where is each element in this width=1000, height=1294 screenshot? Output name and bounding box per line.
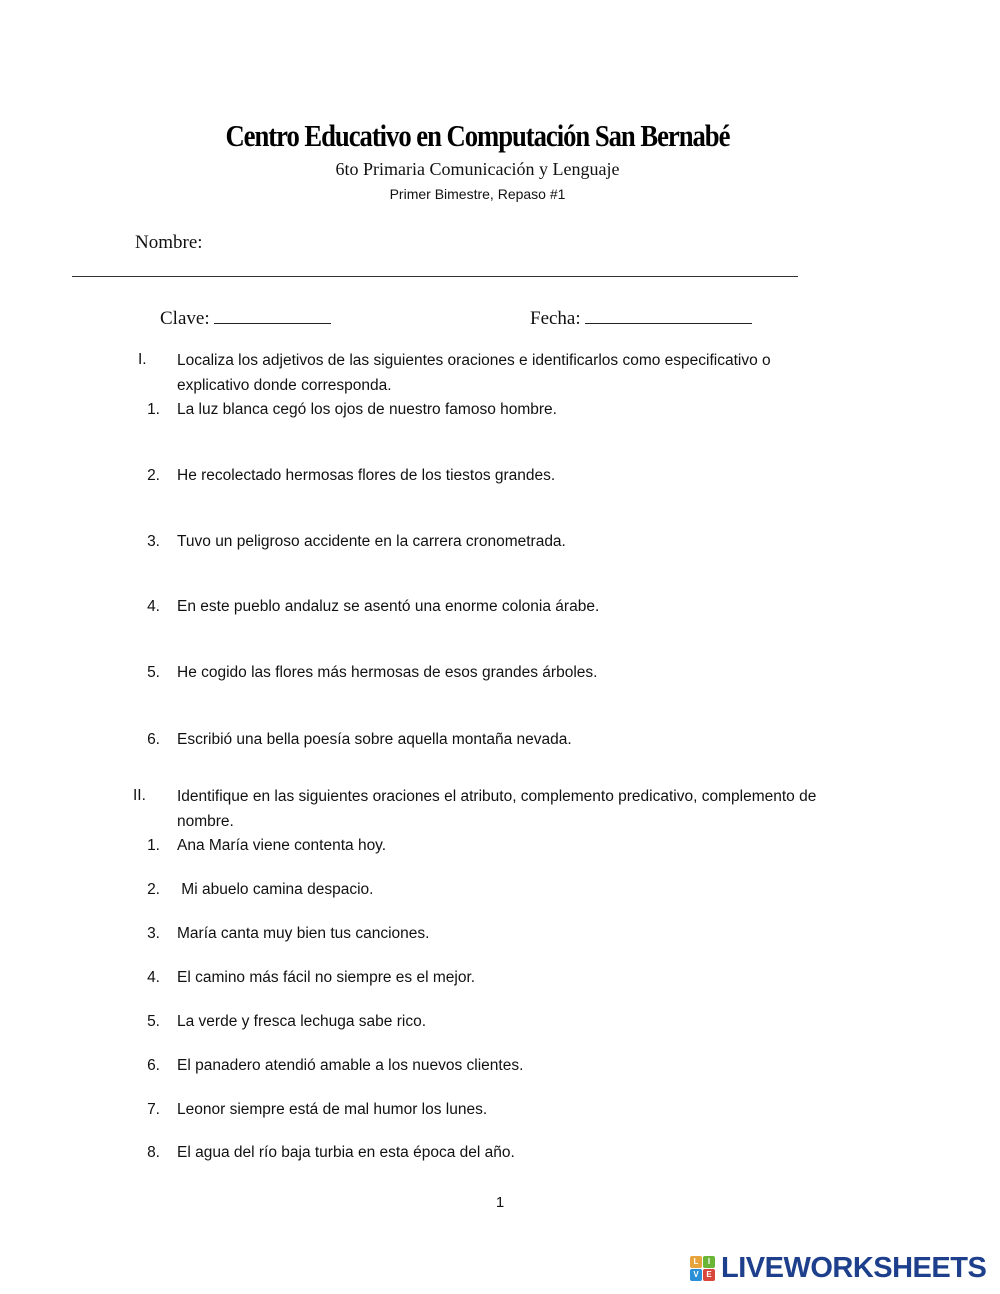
- s1-item-5-text: He cogido las flores más hermosas de esos grandes árboles.: [177, 664, 598, 681]
- s1-item-3-text: Tuvo un peligroso accidente en la carrera cronometrada.: [177, 533, 566, 550]
- fecha-field: [530, 305, 752, 330]
- s2-item-4-number: 4.: [147, 969, 160, 986]
- s2-item-7-text: Leonor siempre está de mal humor los lunes.: [177, 1101, 488, 1118]
- page-number: 1: [495, 1194, 505, 1211]
- s2-item-1-text: Ana María viene contenta hoy.: [177, 837, 387, 854]
- document-subtitle-period: Primer Bimestre, Repaso #1: [389, 186, 566, 202]
- s2-item-4-text: El camino más fácil no siempre es el mejor.: [177, 969, 476, 986]
- nombre-label: Nombre:: [135, 232, 203, 253]
- s1-item-5-number: 5.: [147, 664, 160, 681]
- liveworksheets-logo-text: LIVEWORKSHEETS: [721, 1251, 987, 1284]
- s2-item-2-text: Mi abuelo camina despacio.: [177, 881, 374, 898]
- s1-item-6-number: 6.: [147, 731, 160, 748]
- section-2-instruction-line2: nombre.: [177, 813, 234, 830]
- nombre-field-line[interactable]: [72, 276, 798, 277]
- fecha-label: Fecha:: [530, 308, 581, 329]
- s2-item-6-text: El panadero atendió amable a los nuevos clientes.: [177, 1057, 524, 1074]
- s2-item-5-text: La verde y fresca lechuga sabe rico.: [177, 1013, 426, 1030]
- section-1-instruction-line2: explicativo donde corresponda.: [177, 377, 392, 394]
- logo-letter-v: V: [690, 1269, 702, 1281]
- logo-letter-i: I: [703, 1256, 715, 1268]
- s1-item-1-text: La luz blanca cegó los ojos de nuestro famoso hombre.: [177, 401, 557, 418]
- s1-item-4-text: En este pueblo andaluz se asentó una enorme colonia árabe.: [177, 598, 600, 615]
- liveworksheets-logo[interactable]: [690, 1253, 986, 1283]
- section-2-instruction: [177, 784, 816, 834]
- document-title: Centro Educativo en Computación San Bernabé: [225, 118, 730, 153]
- logo-letter-e: E: [703, 1269, 715, 1281]
- s2-item-8-text: El agua del río baja turbia en esta época del año.: [177, 1144, 515, 1161]
- s1-item-2-text: He recolectado hermosas flores de los tiestos grandes.: [177, 467, 556, 484]
- s1-item-4-number: 4.: [147, 598, 160, 615]
- clave-blank[interactable]: [214, 305, 331, 324]
- s2-item-8-number: 8.: [147, 1144, 160, 1161]
- logo-letter-l: L: [690, 1256, 702, 1268]
- s1-item-2-number: 2.: [147, 467, 160, 484]
- section-2-instruction-line1: Identifique en las siguientes oraciones el atributo, complemento predicativo, complemento de: [177, 788, 817, 805]
- section-1-number: I.: [138, 351, 147, 368]
- clave-field: [160, 305, 331, 330]
- s2-item-7-number: 7.: [147, 1101, 160, 1118]
- section-2-number: II.: [133, 787, 146, 804]
- s1-item-6-text: Escribió una bella poesía sobre aquella montaña nevada.: [177, 731, 572, 748]
- s2-item-5-number: 5.: [147, 1013, 160, 1030]
- section-1-instruction: [177, 348, 771, 398]
- liveworksheets-logo-icon: [690, 1256, 715, 1281]
- clave-label: Clave:: [160, 308, 210, 329]
- s2-item-6-number: 6.: [147, 1057, 160, 1074]
- s2-item-1-number: 1.: [147, 837, 160, 854]
- s1-item-1-number: 1.: [147, 401, 160, 418]
- s2-item-3-number: 3.: [147, 925, 160, 942]
- s1-item-3-number: 3.: [147, 533, 160, 550]
- section-1-instruction-line1: Localiza los adjetivos de las siguientes oraciones e identificarlos como especificativo o: [177, 352, 771, 369]
- s2-item-2-number: 2.: [147, 881, 160, 898]
- s2-item-3-text: María canta muy bien tus canciones.: [177, 925, 430, 942]
- document-subtitle: 6to Primaria Comunicación y Lenguaje: [335, 159, 620, 179]
- fecha-blank[interactable]: [585, 305, 752, 324]
